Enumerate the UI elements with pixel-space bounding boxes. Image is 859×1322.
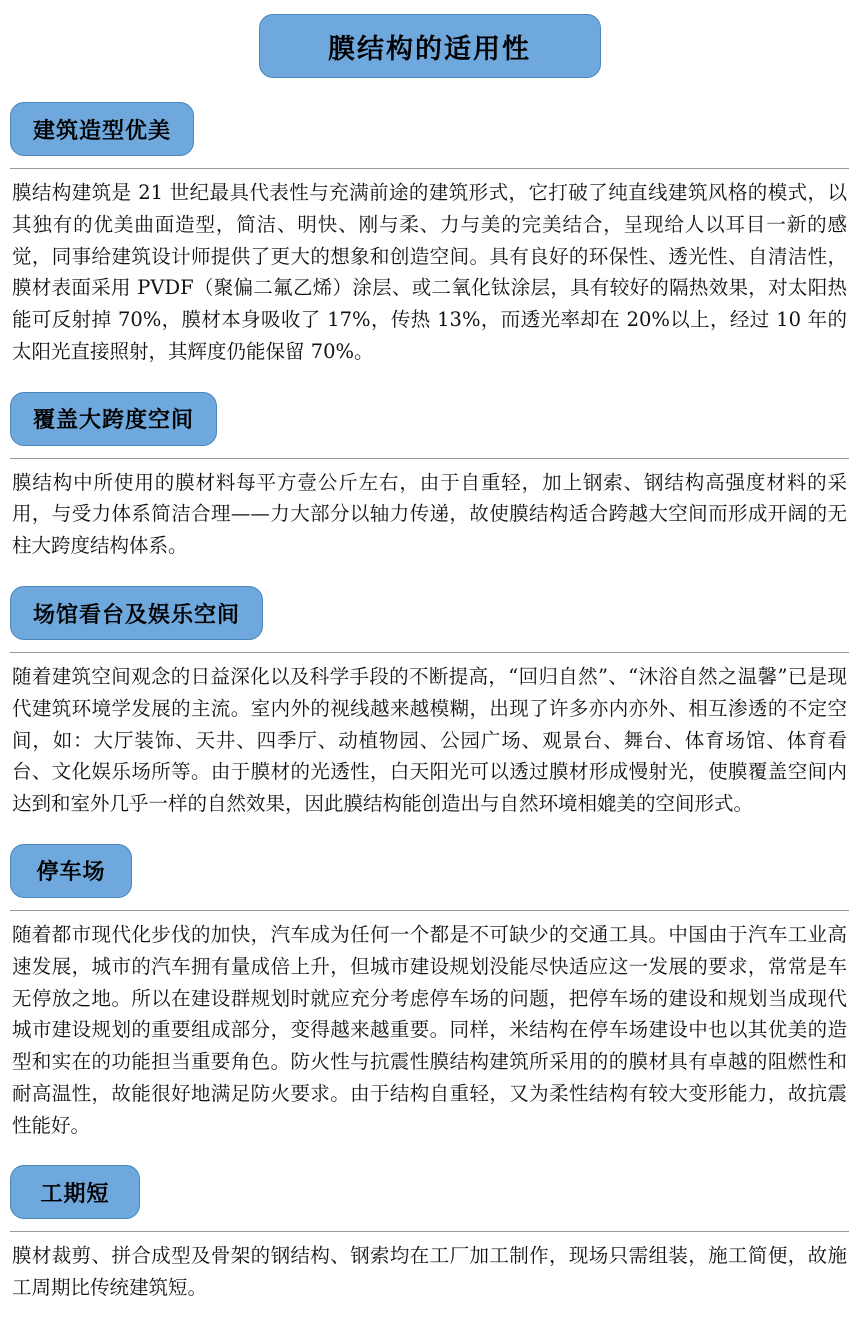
- section-heading: 建筑造型优美: [10, 102, 194, 156]
- section-body: 随着建筑空间观念的日益深化以及科学手段的不断提高，“回归自然”、“沐浴自然之温馨”已是现代建筑环境学发展的主流。室内外的视线越来越模糊，出现了许多亦内亦外、相互渗透的不定空间，如：大厅装饰、天井、四季厅、动植物园、公园广场、观景台、舞台、体育场馆、体育看台、文化娱乐场所等。由于膜材的光透性，白天阳光可以透过膜材形成慢射光，使膜覆盖空间内达到和室外几乎一样的自然效果，因此膜结构能创造出与自然环境相媲美的空间形式。: [12, 665, 847, 816]
- section-divider: [10, 458, 849, 459]
- section-body: 膜结构建筑是 21 世纪最具代表性与充满前途的建筑形式，它打破了纯直线建筑风格的模式，以其独有的优美曲面造型，简洁、明快、刚与柔、力与美的完美结合，呈现给人以耳目一新的感觉，同事给建筑设计师提供了更大的想象和创造空间。具有良好的环保性、透光性、自清洁性，膜材表面采用 PVDF（聚偏二氟乙烯）涂层、或二氧化钛涂层，具有较好的隔热效果，对太阳热能可反射掉 70%，膜材本身吸收了 17%，传热 13%，而透光率却在 20%以上，经过 10 年的太阳光直接照射，其辉度仍能保留 70%。: [12, 181, 847, 363]
- section-body: 膜结构中所使用的膜材料每平方壹公斤左右，由于自重轻，加上钢索、钢结构高强度材料的采用，与受力体系简洁合理——力大部分以轴力传递，故使膜结构适合跨越大空间而形成开阔的无柱大跨度结构体系。: [12, 470, 847, 558]
- page-title: 膜结构的适用性: [259, 14, 601, 78]
- section-large-span-coverage: [0, 392, 859, 562]
- section-divider: [10, 910, 849, 911]
- document-title-container: [0, 0, 859, 78]
- section-body: 随着都市现代化步伐的加快，汽车成为任何一个都是不可缺少的交通工具。中国由于汽车工业高速发展，城市的汽车拥有量成倍上升，但城市建设规划没能尽快适应这一发展的要求，常常是车无停放之地。所以在建设群规划时就应充分考虑停车场的问题，把停车场的建设和规划当成现代城市建设规划的重要组成部分，变得越来越重要。同样，米结构在停车场建设中也以其优美的造型和实在的功能担当重要角色。防火性与抗震性膜结构建筑所采用的的膜材具有卓越的阻燃性和耐高温性，故能很好地满足防火要求。由于结构自重轻，又为柔性结构有较大变形能力，故抗震性能好。: [12, 922, 847, 1137]
- section-body: 膜材裁剪、拼合成型及骨架的钢结构、钢索均在工厂加工制作，现场只需组装，施工简便，故施工周期比传统建筑短。: [12, 1244, 847, 1300]
- section-stands-and-entertainment: [0, 586, 859, 820]
- section-heading: 停车场: [10, 844, 132, 898]
- section-parking-lot: [0, 844, 859, 1141]
- section-short-construction-period: [0, 1165, 859, 1304]
- section-architectural-beauty: [0, 102, 859, 368]
- section-divider: [10, 1231, 849, 1232]
- page-bottom-spacer: [0, 1304, 859, 1322]
- section-heading: 覆盖大跨度空间: [10, 392, 217, 446]
- section-divider: [10, 168, 849, 169]
- section-heading: 工期短: [10, 1165, 140, 1219]
- section-divider: [10, 652, 849, 653]
- section-heading: 场馆看台及娱乐空间: [10, 586, 263, 640]
